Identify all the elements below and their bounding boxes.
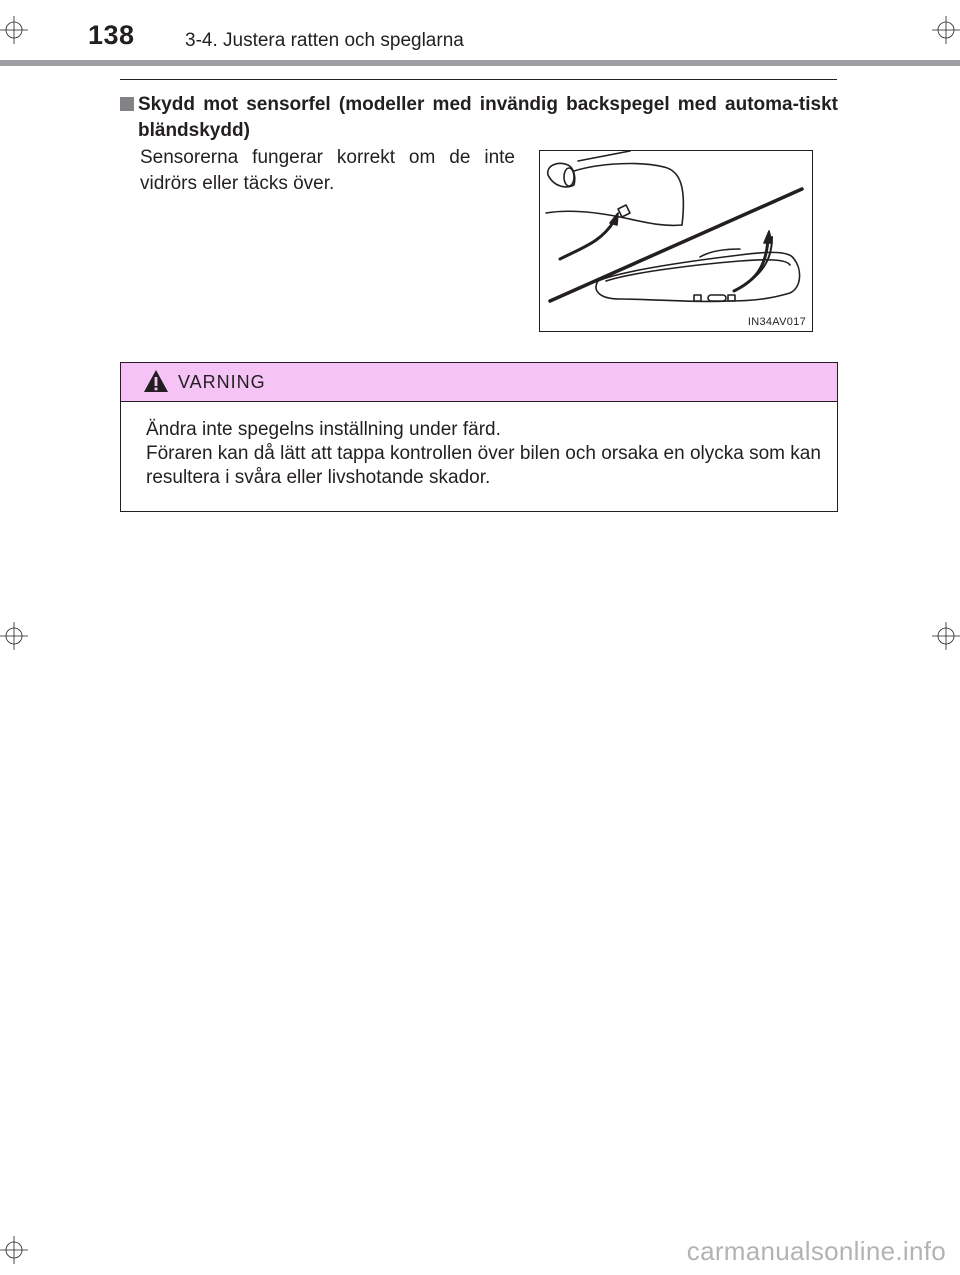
crop-mark-top-left xyxy=(0,16,30,46)
warning-triangle-icon xyxy=(143,369,169,398)
header-rule xyxy=(0,60,960,66)
section-body-text: Sensorerna fungerar korrekt om de inte vidrörs eller täcks över. xyxy=(140,147,515,194)
crop-mark-top-right xyxy=(930,16,960,46)
section-heading xyxy=(120,92,838,144)
mirror-sensor-illustration xyxy=(540,151,812,331)
warning-text-line2: Föraren kan då lätt att tappa kontrollen över bilen och orsaka en olycka som kan resultera i svåra eller livshotande skador. xyxy=(146,443,821,488)
warning-text-line1: Ändra inte spegelns inställning under färd. xyxy=(146,419,501,440)
figure-code: IN34AV017 xyxy=(747,316,806,328)
section-divider xyxy=(120,79,837,80)
crop-mark-mid-right xyxy=(930,622,960,652)
warning-header xyxy=(121,363,837,402)
crop-mark-mid-left xyxy=(0,622,30,652)
warning-title: VARNING xyxy=(178,372,266,392)
square-bullet-icon xyxy=(120,97,134,111)
section-heading-text: Skydd mot sensorfel (modeller med invändig backspegel med automa-tiskt bländskydd) xyxy=(138,94,838,141)
warning-body xyxy=(146,418,831,490)
page-header xyxy=(0,0,960,68)
mirror-sensor-figure xyxy=(539,150,813,332)
watermark: carmanualsonline.info xyxy=(686,1236,946,1266)
warning-box xyxy=(120,362,838,512)
crop-mark-bottom-left xyxy=(0,1236,30,1266)
chapter-title: 3-4. Justera ratten och speglarna xyxy=(185,30,464,51)
page-number: 138 xyxy=(88,20,135,50)
